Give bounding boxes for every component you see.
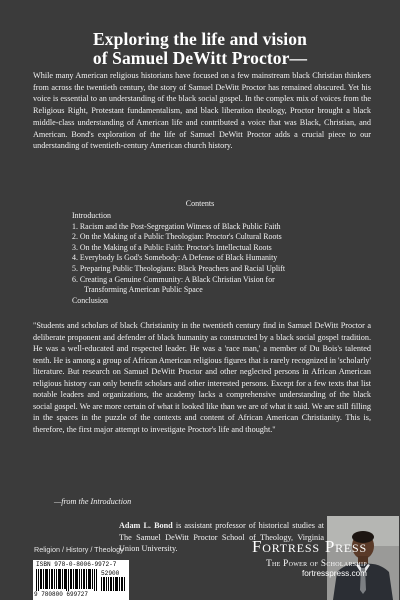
toc-item: 5. Preparing Public Theologians: Black Preachers and Racial Uplift (72, 263, 286, 273)
publisher-tagline: The Power of Scholarship (266, 558, 367, 568)
toc-item: 2. On the Making of a Public Theologian: Proctor's Cultural Roots (72, 232, 282, 242)
toc-item: Introduction (72, 211, 112, 220)
cover-title-line-1: Exploring the life and vision (93, 29, 307, 49)
quote-source: —from the Introduction (54, 497, 132, 506)
intro-paragraph: While many American religious historians have focused on a few mainstream black Christian thinkers from across the twentieth century, the story of Samuel DeWitt Proctor has remained obscured. Yet his voice is essential to an understanding of the black social gospel. In the complex mix of voices from the Religious Right, Protestant fundamentalism, and black liberation theology, Proctor brought a black middle-class understanding of American life and contributed a voice that was Black, Christian, and American. Bond's exploration of the life of Samuel DeWitt Proctor adds a crucial piece to our understanding of twentieth-century American church history. (33, 71, 371, 151)
toc-item: 1. Racism and the Post-Segregation Witness of Black Public Faith (72, 221, 281, 231)
toc-item: 4. Everybody Is God's Somebody: A Defense of Black Humanity (72, 253, 278, 263)
cover-title-line-2: of Samuel DeWitt Proctor— (92, 48, 308, 68)
publisher-name: Fortress Press (251, 537, 367, 556)
barcode-bars-graphic (36, 569, 98, 591)
toc-item: Conclusion (72, 295, 108, 305)
table-of-contents (72, 211, 362, 306)
endorsement-quote: "Students and scholars of black Christianity in the twentieth century find in Samuel DeWitt Proctor a deliberate proponent and defender of black humanity as constructed by a black social gospel tradition. He was a well-educated and respected leader. He was a 'race man,' a member of Du Bois's talented tenth. He is among a group of African American religious figures that is rarely recognized in 'scholarly' literature. But research on Samuel DeWitt Proctor and other neglected persons in African American religious history can only benefit scholars and other interested persons. Except for a few texts that list notable leaders and organizations, the academy lacks a comprehensive understanding of the black social gospel. We are more certain of what it looked like than we are of what it said. We are still filling in the spaces in the puzzle of the contexts and content of African American Christianity. This is, therefore, the first major attempt to investigate Proctor's life and thought." (33, 321, 371, 434)
author-name: Adam L. Bond (119, 521, 173, 530)
author-bio-text: is assistant professor of historical studies at The Samuel DeWitt Proctor School of Theology, Virginia Union University. (119, 521, 324, 554)
price-code: 52900 (101, 570, 120, 577)
toc-item-continuation: Transforming American Public Space (84, 285, 203, 295)
price-barcode-graphic (101, 577, 125, 591)
isbn-number: ISBN 978-0-8006-9972-7 (36, 561, 117, 568)
publisher-block (252, 537, 367, 578)
subject-categories: Religion / History / Theology (34, 545, 124, 554)
isbn-barcode (33, 560, 129, 600)
publisher-url: fortresspress.com (301, 569, 367, 578)
toc-item: 6. Creating a Genuine Community: A Black Christian Vision for (72, 274, 275, 284)
barcode-digits: 9 780800 699727 (34, 591, 89, 598)
contents-heading: Contents (185, 199, 215, 208)
toc-item: 3. On the Making of a Public Faith: Proctor's Intellectual Roots (72, 242, 272, 252)
